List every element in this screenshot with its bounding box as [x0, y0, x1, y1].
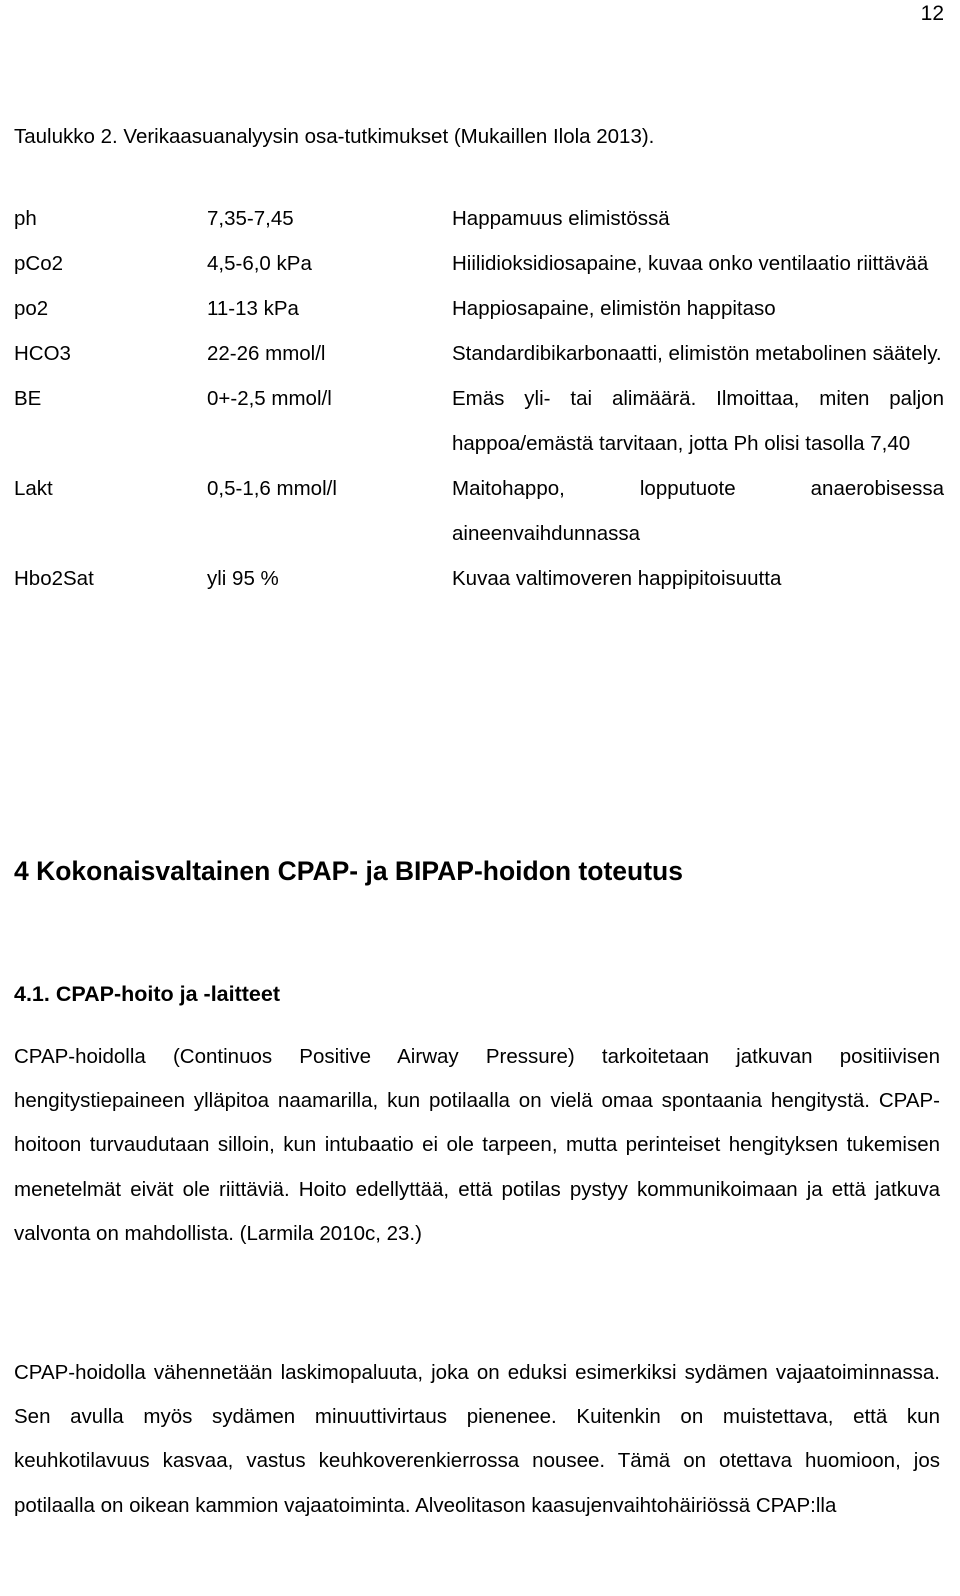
parameter-cell: Hbo2Sat — [14, 567, 94, 590]
description-cell: Hiilidioksidiosapaine, kuvaa onko ventilaatio riittävää — [452, 252, 929, 275]
description-cell: Emäs yli- tai alimäärä. Ilmoittaa, miten paljon happoa/emästä tarvitaan, jotta Ph olisi tasolla 7,40 — [452, 387, 944, 455]
table-row — [14, 286, 944, 331]
table-row — [14, 331, 944, 376]
table-row — [14, 466, 944, 556]
body-paragraph: CPAP-hoidolla (Continuos Positive Airway Pressure) tarkoitetaan jatkuvan positiivisen hengitystiepaineen ylläpitoa naamarilla, kun potilaalla on vielä omaa spontaania hengitystä. CPAP-hoitoon turvaudutaan silloin, kun intubaatio ei ole tarpeen, mutta perinteiset hengityksen tukemisen menetelmät eivät ole riittäviä. Hoito edellyttää, että potilas pystyy kommunikoimaan ja että jatkuva valvonta on mahdollista. (Larmila 2010c, 23.) — [14, 1045, 940, 1245]
body-paragraph: CPAP-hoidolla vähennetään laskimopaluuta, joka on eduksi esimerkiksi sydämen vajaatoiminnassa. Sen avulla myös sydämen minuuttivirtaus pienenee. Kuitenkin on muistettava, että kun keuhkotilavuus kasvaa, vastus keuhkoverenkierrossa nousee. Tämä on otettava huomioon, jos potilaalla on oikean kammion vajaatoiminta. Alveolitason kaasujenvaihtohäiriössä CPAP:lla — [14, 1361, 940, 1517]
table-row — [14, 241, 944, 286]
description-cell: Kuvaa valtimoveren happipitoisuutta — [452, 567, 782, 590]
page-number: 12 — [920, 2, 944, 25]
parameter-cell: ph — [14, 207, 37, 230]
parameter-cell: Lakt — [14, 477, 53, 500]
description-cell: Maitohappo, lopputuote anaerobisessa aineenvaihdunnassa — [452, 477, 944, 545]
parameter-cell: po2 — [14, 297, 49, 320]
reference-range-cell: 7,35-7,45 — [207, 207, 294, 230]
description-cell: Happamuus elimistössä — [452, 207, 670, 230]
section-heading: 4 Kokonaisvaltainen CPAP- ja BIPAP-hoidon toteutus — [14, 856, 683, 886]
table-row — [14, 556, 944, 623]
reference-range-cell: 0,5-1,6 mmol/l — [207, 477, 337, 500]
reference-range-cell: 22-26 mmol/l — [207, 342, 326, 365]
reference-range-cell: 11-13 kPa — [207, 297, 299, 320]
description-cell: Happiosapaine, elimistön happitaso — [452, 297, 776, 320]
parameter-cell: HCO3 — [14, 342, 71, 365]
table-caption: Taulukko 2. Verikaasuanalyysin osa-tutkimukset (Mukaillen Ilola 2013). — [14, 125, 655, 148]
description-cell: Standardibikarbonaatti, elimistön metabolinen säätely. — [452, 342, 942, 365]
blood-gas-table — [14, 194, 944, 623]
parameter-cell: BE — [14, 387, 42, 410]
table-row — [14, 376, 944, 466]
reference-range-cell: 4,5-6,0 kPa — [207, 252, 312, 275]
table-row — [14, 194, 944, 241]
reference-range-cell: yli 95 % — [207, 567, 279, 590]
parameter-cell: pCo2 — [14, 252, 64, 275]
subsection-heading: 4.1. CPAP-hoito ja -laitteet — [14, 982, 280, 1006]
reference-range-cell: 0+-2,5 mmol/l — [207, 387, 332, 410]
